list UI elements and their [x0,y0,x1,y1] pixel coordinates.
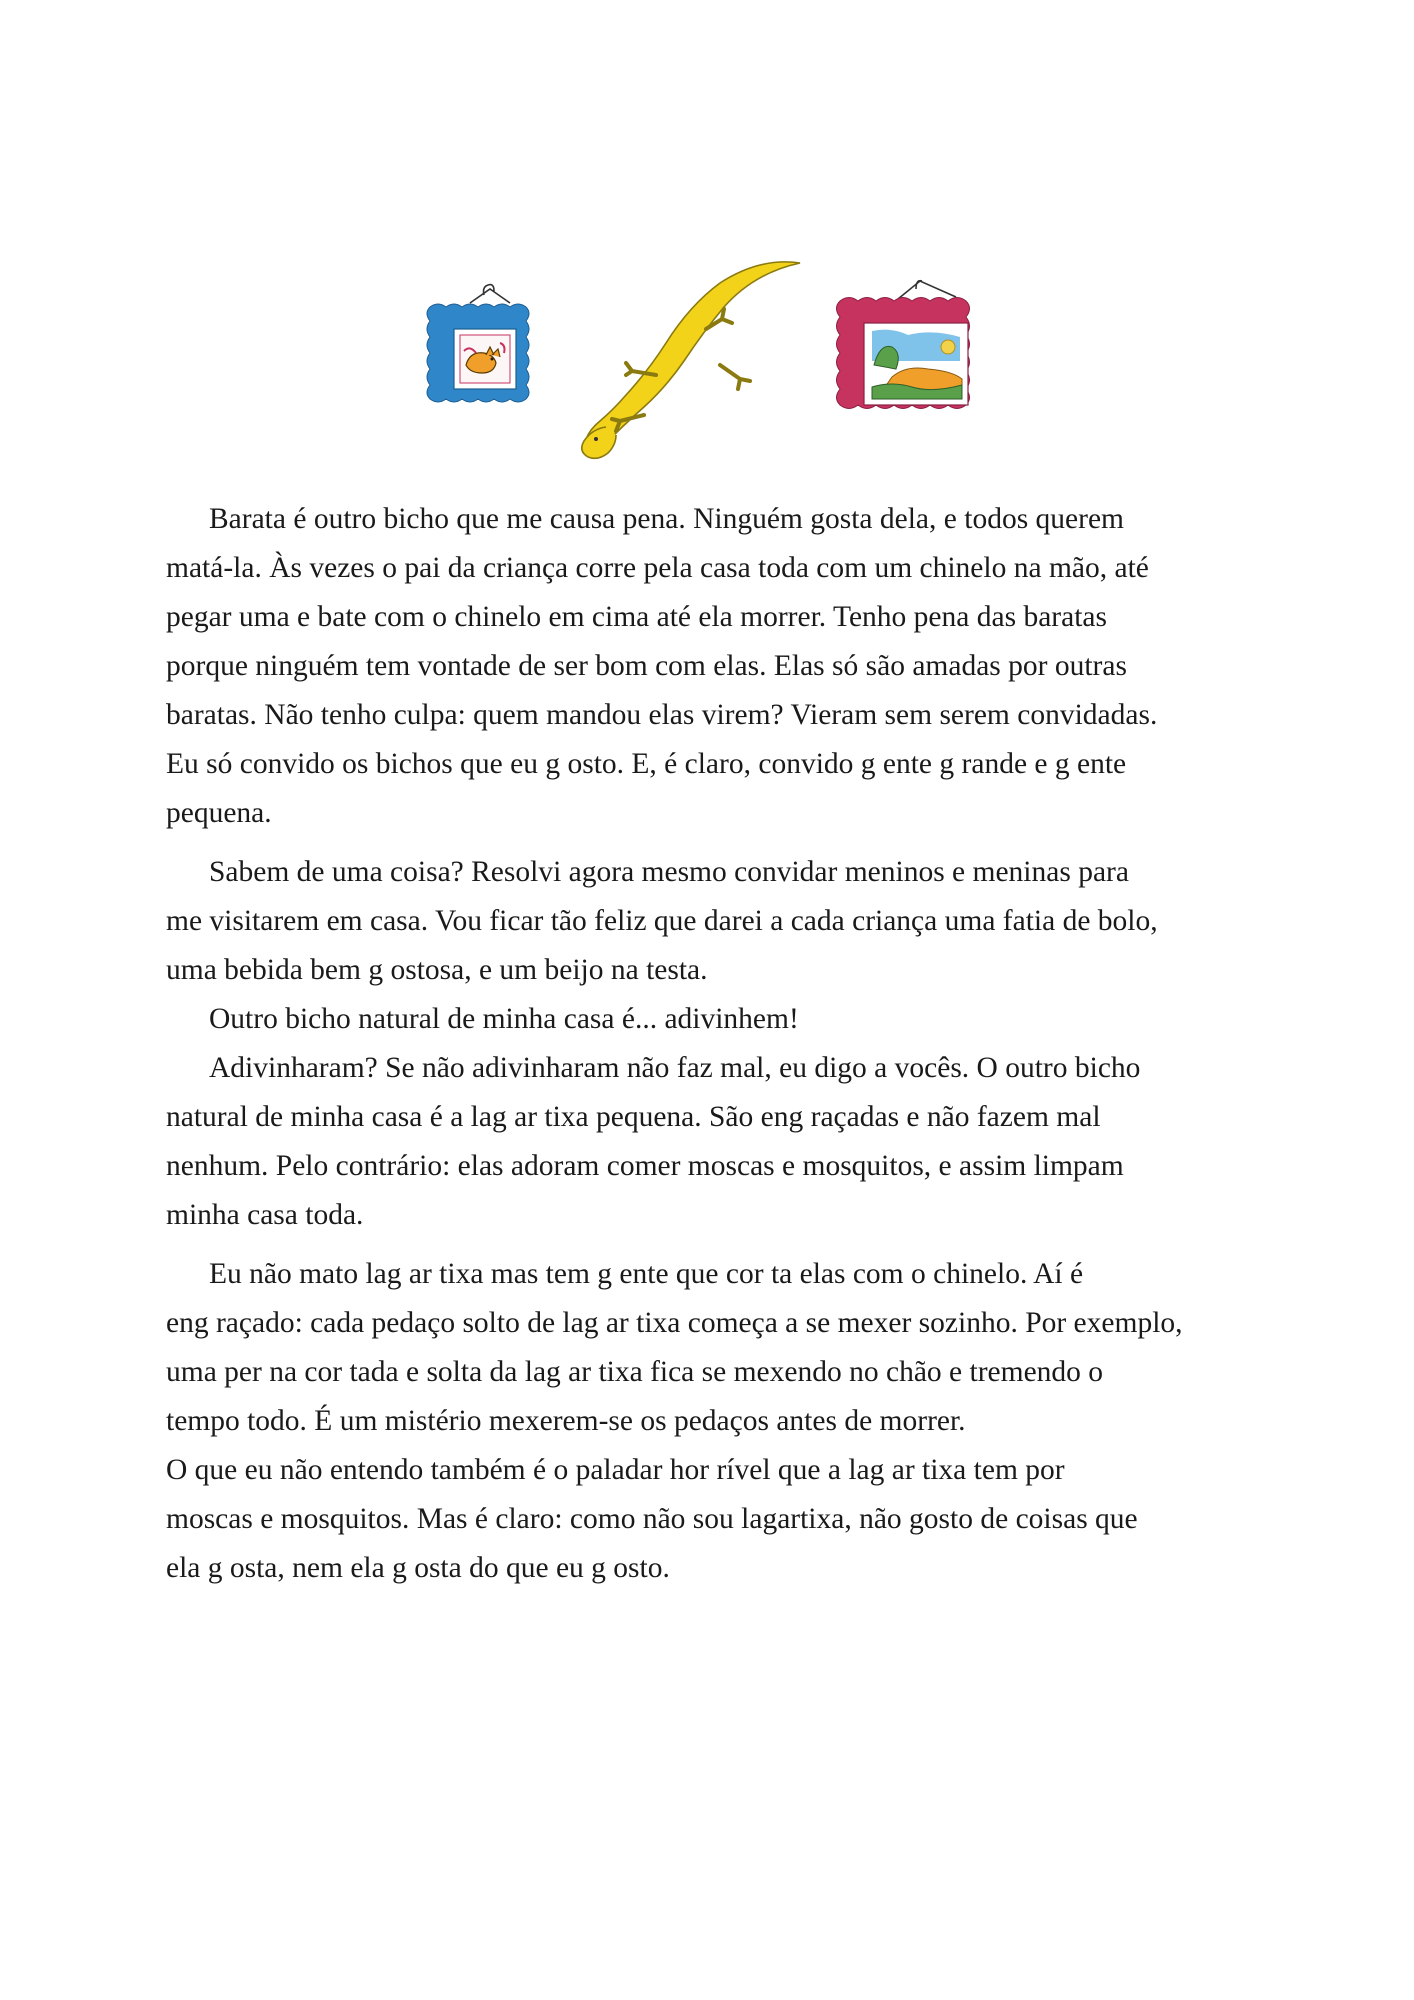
text-line: Outro bicho natural de minha casa é... adivinhem! [209,1003,799,1035]
text-line: Eu não mato lag ar tixa mas tem g ente que cor ta elas com o chinelo. Aí é [209,1258,1084,1290]
text-line: O que eu não entendo também é o paladar hor rível que a lag ar tixa tem por [166,1454,1065,1486]
story-text [166,495,1286,1593]
text-line: Barata é outro bicho que me causa pena. Ninguém gosta dela, e todos querem [209,503,1125,535]
paragraph-barata [166,495,1286,838]
picture-frame-landscape-icon [837,281,970,409]
text-line: pequena. [166,797,272,829]
text-line: Eu só convido os bichos que eu g osto. E, é claro, convido g ente g rande e g ente [166,748,1127,780]
text-line: matá-la. Às vezes o pai da criança corre pela casa toda com um chinelo na mão, até [166,552,1149,584]
paragraph-chinelo [166,1250,1286,1446]
text-line: me visitarem em casa. Vou ficar tão feliz que darei a cada criança uma fatia de bolo, [166,905,1158,937]
paragraph-lagartixa [166,1044,1286,1240]
picture-frame-cat-icon [427,285,529,402]
text-line: baratas. Não tenho culpa: quem mandou elas virem? Vieram sem serem convidadas. [166,699,1158,731]
text-line: pegar uma e bate com o chinelo em cima até ela morrer. Tenho pena das baratas [166,601,1107,633]
header-illustration [420,255,1000,485]
text-line: ela g osta, nem ela g osta do que eu g osto. [166,1552,670,1584]
text-line: moscas e mosquitos. Mas é claro: como não sou lagartixa, não gosto de coisas que [166,1503,1138,1535]
text-line: natural de minha casa é a lag ar tixa pequena. São eng raçadas e não fazem mal [166,1101,1101,1133]
text-line: Adivinharam? Se não adivinharam não faz mal, eu digo a vocês. O outro bicho [209,1052,1141,1084]
lizard-icon [582,262,800,458]
text-line: porque ninguém tem vontade de ser bom com elas. Elas só são amadas por outras [166,650,1127,682]
paragraph-adivinhem [166,995,1286,1044]
text-line: nenhum. Pelo contrário: elas adoram comer moscas e mosquitos, e assim limpam [166,1150,1124,1182]
text-line: tempo todo. É um mistério mexerem-se os pedaços antes de morrer. [166,1405,966,1437]
paragraph-paladar [166,1446,1286,1593]
text-line: Sabem de uma coisa? Resolvi agora mesmo convidar meninos e meninas para [209,856,1129,888]
paragraph-convite [166,848,1286,995]
text-line: uma bebida bem g ostosa, e um beijo na testa. [166,954,708,986]
text-line: minha casa toda. [166,1199,364,1231]
text-line: uma per na cor tada e solta da lag ar tixa fica se mexendo no chão e tremendo o [166,1356,1104,1388]
text-line: eng raçado: cada pedaço solto de lag ar tixa começa a se mexer sozinho. Por exemplo, [166,1307,1183,1339]
